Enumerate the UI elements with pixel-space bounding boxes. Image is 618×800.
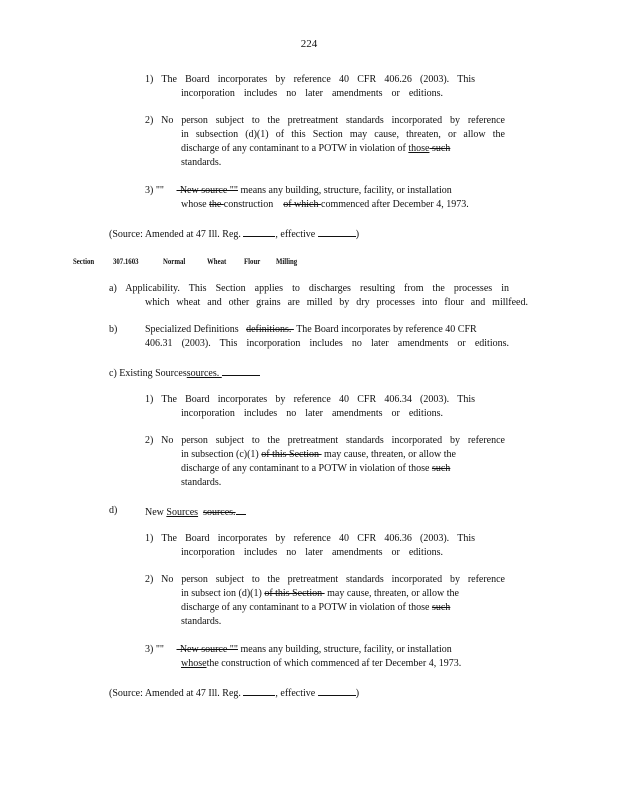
para-line xyxy=(109,366,260,380)
deleted-text: such xyxy=(431,463,451,474)
text-run: discharge of any contaminant to a POTW in violation of those xyxy=(181,602,432,613)
text-run: 3) "" xyxy=(145,185,164,196)
para-line xyxy=(181,199,469,211)
text-run: may cause, threaten, or allow the xyxy=(324,449,456,460)
source-note xyxy=(109,227,359,241)
strike-rule xyxy=(236,505,246,515)
section-label: Section xyxy=(73,257,95,266)
para-line: incorporation includes no later amendments or editions. xyxy=(181,408,443,419)
para-line xyxy=(145,644,452,656)
text-run: construction xyxy=(223,199,276,210)
deleted-text: -New source "" xyxy=(176,185,238,196)
text-run: Specialized Definitions xyxy=(145,324,242,335)
text-run: The Board incorporates by reference 40 CFR xyxy=(293,324,477,335)
deleted-text: of this Section xyxy=(264,588,325,599)
text-run: 3) "" xyxy=(145,644,164,655)
section-title-word: Flour xyxy=(244,257,261,266)
text-run: ) xyxy=(355,229,360,240)
para-line xyxy=(181,658,461,670)
text-run: New xyxy=(145,507,167,518)
para-line: standards. xyxy=(181,477,222,488)
para-label: d) xyxy=(109,505,118,516)
para-line: a) Applicability. This Section applies to discharges resulting from the processes in xyxy=(109,283,509,294)
text-run: means any building, structure, facility, or installation xyxy=(237,185,452,196)
text-run: in subsection (c)(1) xyxy=(181,449,262,460)
deleted-text: such xyxy=(431,602,451,613)
section-title-word: Milling xyxy=(276,257,298,266)
para-line: incorporation includes no later amendments or editions. xyxy=(181,547,443,558)
text-run: ) xyxy=(355,688,360,699)
para-line xyxy=(181,602,450,614)
deleted-text: sources. xyxy=(203,507,236,518)
para-line xyxy=(145,185,452,197)
para-line: 2) No person subject to the pretreatment standards incorporated by reference xyxy=(145,574,505,585)
blank-line xyxy=(318,686,356,696)
text-run: means any building, structure, facility, or installation xyxy=(237,644,452,655)
deleted-text: -New source "" xyxy=(176,644,238,655)
section-title-word: Normal xyxy=(163,257,186,266)
text-run: in subsect ion (d)(1) xyxy=(181,588,265,599)
deleted-text: of which xyxy=(283,199,321,210)
para-line xyxy=(181,588,459,600)
para-line: standards. xyxy=(181,157,222,168)
inserted-text: whose xyxy=(181,658,207,669)
para-label: b) xyxy=(109,324,118,335)
inserted-text: sources. xyxy=(186,368,222,379)
blank-line xyxy=(243,686,275,696)
text-run: discharge of any contaminant to a POTW in violation of xyxy=(181,143,409,154)
text-run: whose xyxy=(181,199,210,210)
para-line: standards. xyxy=(181,616,222,627)
para-line: 406.31 (2003). This incorporation includes no later amendments or editions. xyxy=(145,338,509,349)
para-line: in subsection (d)(1) of this Section may cause, threaten, or allow the xyxy=(181,129,505,140)
text-run: , effective xyxy=(275,688,318,699)
text-run: (Source: Amended at 47 Ill. Reg. xyxy=(109,688,244,699)
para-line: 1) The Board incorporates by reference 40 CFR 406.36 (2003). This xyxy=(145,533,475,544)
para-line xyxy=(181,463,450,475)
section-title-word: Wheat xyxy=(207,257,227,266)
page-number: 224 xyxy=(300,38,318,50)
deleted-text: such xyxy=(429,143,451,154)
source-note xyxy=(109,686,359,700)
blank-line xyxy=(243,227,275,237)
para-line xyxy=(145,505,246,519)
para-line: 1) The Board incorporates by reference 40 CFR 406.26 (2003). This xyxy=(145,74,475,85)
para-line: which wheat and other grains are milled by dry processes into flour and millfeed. xyxy=(145,297,528,308)
inserted-text: Sources xyxy=(166,507,199,518)
para-line: incorporation includes no later amendments or editions. xyxy=(181,88,443,99)
deleted-text: definitions. xyxy=(246,324,294,335)
blank-line xyxy=(318,227,356,237)
text-run: commenced after December 4, 1973. xyxy=(321,199,469,210)
para-line xyxy=(181,143,501,155)
text-run: the construction of which commenced af ter December 4, 1973. xyxy=(206,658,462,669)
para-line: 2) No person subject to the pretreatment standards incorporated by reference xyxy=(145,435,505,446)
inserted-text: those xyxy=(408,143,430,154)
text-run: (Source: Amended at 47 Ill. Reg. xyxy=(109,229,244,240)
para-line xyxy=(145,324,477,336)
deleted-text: of this Section xyxy=(261,449,322,460)
para-line xyxy=(181,449,456,461)
text-run: discharge of any contaminant to a POTW in violation of those xyxy=(181,463,432,474)
deleted-text: the xyxy=(209,199,224,210)
para-line: 1) The Board incorporates by reference 40 CFR 406.34 (2003). This xyxy=(145,394,475,405)
para-line: 2) No person subject to the pretreatment standards incorporated by reference xyxy=(145,115,505,126)
strike-rule xyxy=(222,366,260,376)
text-run: may cause, threaten, or allow the xyxy=(327,588,459,599)
text-run: c) Existing Sources xyxy=(109,368,187,379)
section-number: 307.1603 xyxy=(113,257,139,266)
text-run: , effective xyxy=(275,229,318,240)
